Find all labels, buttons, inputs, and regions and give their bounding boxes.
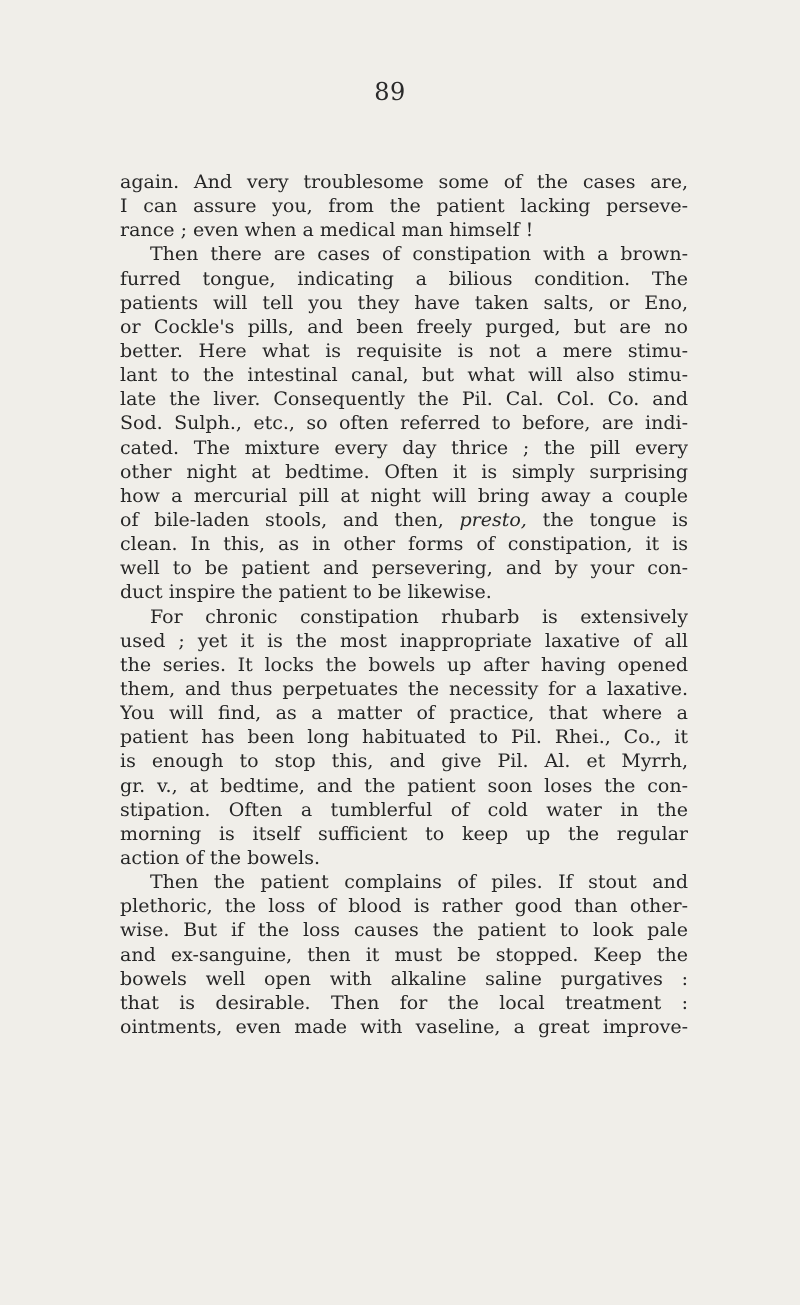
page-number: 89 <box>374 78 406 106</box>
text-line: plethoric, the loss of blood is rather good than other- <box>120 895 688 918</box>
text-line: is enough to stop this, and give Pil. Al. et Myrrh, <box>120 750 688 773</box>
text-line: You will find, as a matter of practice, that where a <box>120 702 688 725</box>
text-line: patient has been long habituated to Pil. Rhei., Co., it <box>120 726 688 749</box>
text-line: better. Here what is requisite is not a mere stimu- <box>120 339 688 362</box>
text-line: furred tongue, indicating a bilious condition. The <box>120 267 688 290</box>
text-line: lant to the intestinal canal, but what will also stimu- <box>120 364 688 387</box>
text-line: or Cockle's pills, and been freely purged, but are no <box>120 315 688 338</box>
text-line: and ex-sanguine, then it must be stopped. Keep the <box>120 943 688 966</box>
text-line: ointments, even made with vaseline, a great improve- <box>120 1015 688 1038</box>
text-line: Then the patient complains of piles. If stout and <box>150 871 688 894</box>
text-line: stipation. Often a tumblerful of cold water in the <box>120 798 688 821</box>
text-line: gr. v., at bedtime, and the patient soon loses the con- <box>120 774 688 797</box>
text-segment: the tongue is <box>526 508 688 531</box>
italic-word: presto, <box>459 508 527 531</box>
text-line: cated. The mixture every day thrice ; the pill every <box>120 436 688 459</box>
text-line: clean. In this, as in other forms of constipation, it is <box>120 533 688 556</box>
text-line: them, and thus perpetuates the necessity for a laxative. <box>120 677 688 700</box>
text-line: morning is itself sufficient to keep up the regular <box>120 822 688 845</box>
body-text <box>120 170 688 1039</box>
text-line: late the liver. Consequently the Pil. Cal. Col. Co. and <box>120 388 688 411</box>
text-line: patients will tell you they have taken salts, or Eno, <box>120 291 688 314</box>
text-line: other night at bedtime. Often it is simply surprising <box>120 460 688 483</box>
text-line: rance ; even when a medical man himself ! <box>120 219 534 242</box>
text-line: I can assure you, from the patient lacking perseve- <box>120 195 688 218</box>
text-segment: of bile-laden stools, and then, <box>120 508 460 531</box>
text-line: again. And very troublesome some of the cases are, <box>120 171 688 193</box>
text-line: bowels well open with alkaline saline purgatives : <box>120 967 688 990</box>
text-line: wise. But if the loss causes the patient to look pale <box>120 919 688 942</box>
text-line: the series. It locks the bowels up after having opened <box>120 653 688 676</box>
text-line: how a mercurial pill at night will bring away a couple <box>120 484 688 507</box>
text-line-with-italic <box>120 508 688 532</box>
text-line: For chronic constipation rhubarb is extensively <box>150 605 688 628</box>
text-line: action of the bowels. <box>120 846 321 869</box>
text-line: Sod. Sulph., etc., so often referred to before, are indi- <box>120 412 688 435</box>
text-line: duct inspire the patient to be likewise. <box>120 581 492 604</box>
text-line: that is desirable. Then for the local treatment : <box>120 991 688 1014</box>
text-line: Then there are cases of constipation with a brown- <box>150 243 688 266</box>
text-line: well to be patient and persevering, and by your con- <box>120 557 688 580</box>
text-line: used ; yet it is the most inappropriate laxative of all <box>120 629 688 652</box>
